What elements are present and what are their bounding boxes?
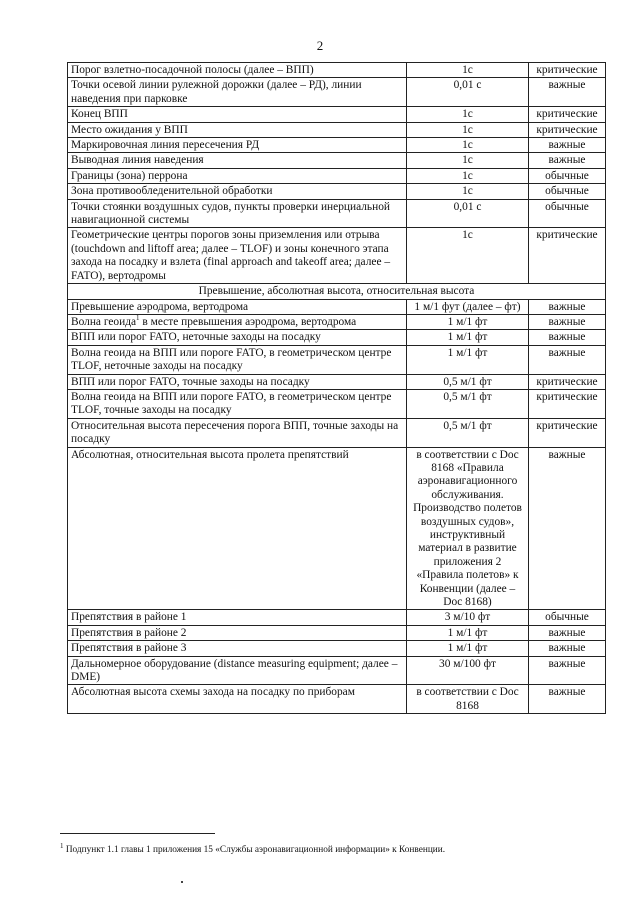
table-cell-value: 1 м/1 фт <box>407 625 529 640</box>
table-cell-value: 0,01 с <box>407 78 529 107</box>
table-row <box>68 78 606 107</box>
table-cell-item: ВПП или порог FATO, неточные заходы на посадку <box>68 330 407 345</box>
table-row <box>68 610 606 625</box>
table-cell-item: Препятствия в районе 1 <box>68 610 407 625</box>
table-cell-value: 0,5 м/1 фт <box>407 374 529 389</box>
aeronautical-data-table <box>67 62 606 714</box>
table-row <box>68 389 606 418</box>
table-cell-value: 1 м/1 фут (далее – фт) <box>407 299 529 314</box>
table-cell-value: 1с <box>407 228 529 284</box>
table-cell-item: Маркировочная линия пересечения РД <box>68 138 407 153</box>
geoid-label-rest: в месте превышения аэродрома, вертодрома <box>139 315 357 328</box>
table-cell-item: Препятствия в районе 2 <box>68 625 407 640</box>
table-cell-item: Порог взлетно-посадочной полосы (далее – ВПП) <box>68 63 407 78</box>
table-row <box>68 122 606 137</box>
table-cell-value: 1с <box>407 153 529 168</box>
table-cell-value: 0,01 с <box>407 199 529 228</box>
table-cell-value: 1 м/1 фт <box>407 314 529 329</box>
table-row <box>68 447 606 610</box>
table-row <box>68 138 606 153</box>
table-cell-class: критические <box>529 374 606 389</box>
footnote-divider <box>60 833 215 834</box>
table-cell-item: Волна геоида на ВПП или пороге FATO, в геометрическом центре TLOF, точные заходы на посадку <box>68 389 407 418</box>
table-cell-item <box>68 314 407 329</box>
table-cell-item: Выводная линия наведения <box>68 153 407 168</box>
table-cell-class: важные <box>529 641 606 656</box>
table-cell-class: обычные <box>529 199 606 228</box>
table-cell-item: Препятствия в районе 3 <box>68 641 407 656</box>
table-cell-value: 0,5 м/1 фт <box>407 389 529 418</box>
table-cell-item: Место ожидания у ВПП <box>68 122 407 137</box>
section-heading-row <box>68 284 606 299</box>
table-cell-value: 1 м/1 фт <box>407 345 529 374</box>
table-cell-class: важные <box>529 447 606 610</box>
table-cell-value: 1 м/1 фт <box>407 330 529 345</box>
table-cell-item: Относительная высота пересечения порога ВПП, точные заходы на посадку <box>68 418 407 447</box>
table-row <box>68 153 606 168</box>
table-cell-item: Конец ВПП <box>68 107 407 122</box>
table-row <box>68 656 606 685</box>
table-row <box>68 345 606 374</box>
table-cell-class: важные <box>529 345 606 374</box>
table-cell-value: 1с <box>407 63 529 78</box>
table-cell-item: Точки стоянки воздушных судов, пункты проверки инерциальной навигационной системы <box>68 199 407 228</box>
table-cell-value: 1с <box>407 122 529 137</box>
table-cell-class: важные <box>529 625 606 640</box>
table-row <box>68 685 606 714</box>
table-cell-item: Зона противообледенительной обработки <box>68 184 407 199</box>
page-number: 2 <box>316 38 324 53</box>
footnote-number: 1 <box>60 841 64 850</box>
table-row <box>68 228 606 284</box>
table-cell-class: критические <box>529 389 606 418</box>
table-cell-item: Дальномерное оборудование (distance measuring equipment; далее – DME) <box>68 656 407 685</box>
geoid-label: Волна геоида <box>71 315 137 328</box>
footnote <box>60 841 620 856</box>
table-cell-class: важные <box>529 299 606 314</box>
table-row <box>68 63 606 78</box>
table-cell-class: важные <box>529 685 606 714</box>
footnote-marker: 1 <box>136 314 140 323</box>
table-cell-value: 1с <box>407 168 529 183</box>
table-cell-class: критические <box>529 228 606 284</box>
table-cell-class: важные <box>529 153 606 168</box>
scan-speck <box>181 881 183 883</box>
table-cell-item: ВПП или порог FATO, точные заходы на посадку <box>68 374 407 389</box>
table-cell-value: в соответствии с Doc 8168 <box>407 685 529 714</box>
table-cell-class: важные <box>529 78 606 107</box>
table-cell-class: критические <box>529 122 606 137</box>
table-cell-value: 1с <box>407 184 529 199</box>
table-cell-value: в соответствии с Doc 8168 «Правила аэронавигационного обслуживания. Производство полетов воздушных судов», инструктивный материал в развитие приложения 2 «Правила полетов» к Конвенции (далее – Doc 8168) <box>407 447 529 610</box>
table-cell-value: 30 м/100 фт <box>407 656 529 685</box>
table-cell-class: критические <box>529 63 606 78</box>
table-row <box>68 641 606 656</box>
table-row <box>68 299 606 314</box>
table-cell-class: обычные <box>529 168 606 183</box>
section-heading: Превышение, абсолютная высота, относительная высота <box>68 284 606 299</box>
table-cell-item: Превышение аэродрома, вертодрома <box>68 299 407 314</box>
footnote-text: Подпункт 1.1 главы 1 приложения 15 «Службы аэронавигационной информации» к Конвенции. <box>63 845 446 855</box>
table-row <box>68 184 606 199</box>
table-cell-item: Геометрические центры порогов зоны приземления или отрыва (touchdown and liftoff area; далее – TLOF) и зоны конечного этапа захода на посадку и взлета (final approach and takeoff area; далее – FATO), вертодромы <box>68 228 407 284</box>
table-cell-class: обычные <box>529 184 606 199</box>
table-row <box>68 625 606 640</box>
table-cell-class: важные <box>529 656 606 685</box>
table-cell-value: 1 м/1 фт <box>407 641 529 656</box>
table-row <box>68 330 606 345</box>
table-row <box>68 418 606 447</box>
table-row <box>68 199 606 228</box>
table-cell-class: важные <box>529 330 606 345</box>
table-cell-item: Границы (зона) перрона <box>68 168 407 183</box>
table-cell-item: Точки осевой линии рулежной дорожки (далее – РД), линии наведения при парковке <box>68 78 407 107</box>
table-row <box>68 374 606 389</box>
table-row <box>68 314 606 329</box>
table-cell-class: важные <box>529 138 606 153</box>
table-cell-item: Абсолютная высота схемы захода на посадку по приборам <box>68 685 407 714</box>
table-cell-item: Волна геоида на ВПП или пороге FATO, в геометрическом центре TLOF, неточные заходы на посадку <box>68 345 407 374</box>
table-cell-class: обычные <box>529 610 606 625</box>
table-cell-value: 1с <box>407 138 529 153</box>
table-cell-value: 1с <box>407 107 529 122</box>
table-cell-value: 3 м/10 фт <box>407 610 529 625</box>
table-row <box>68 107 606 122</box>
table-cell-value: 0,5 м/1 фт <box>407 418 529 447</box>
table-cell-class: критические <box>529 107 606 122</box>
table-cell-item: Абсолютная, относительная высота пролета препятствий <box>68 447 407 610</box>
table-cell-class: важные <box>529 314 606 329</box>
table-cell-class: критические <box>529 418 606 447</box>
table-row <box>68 168 606 183</box>
